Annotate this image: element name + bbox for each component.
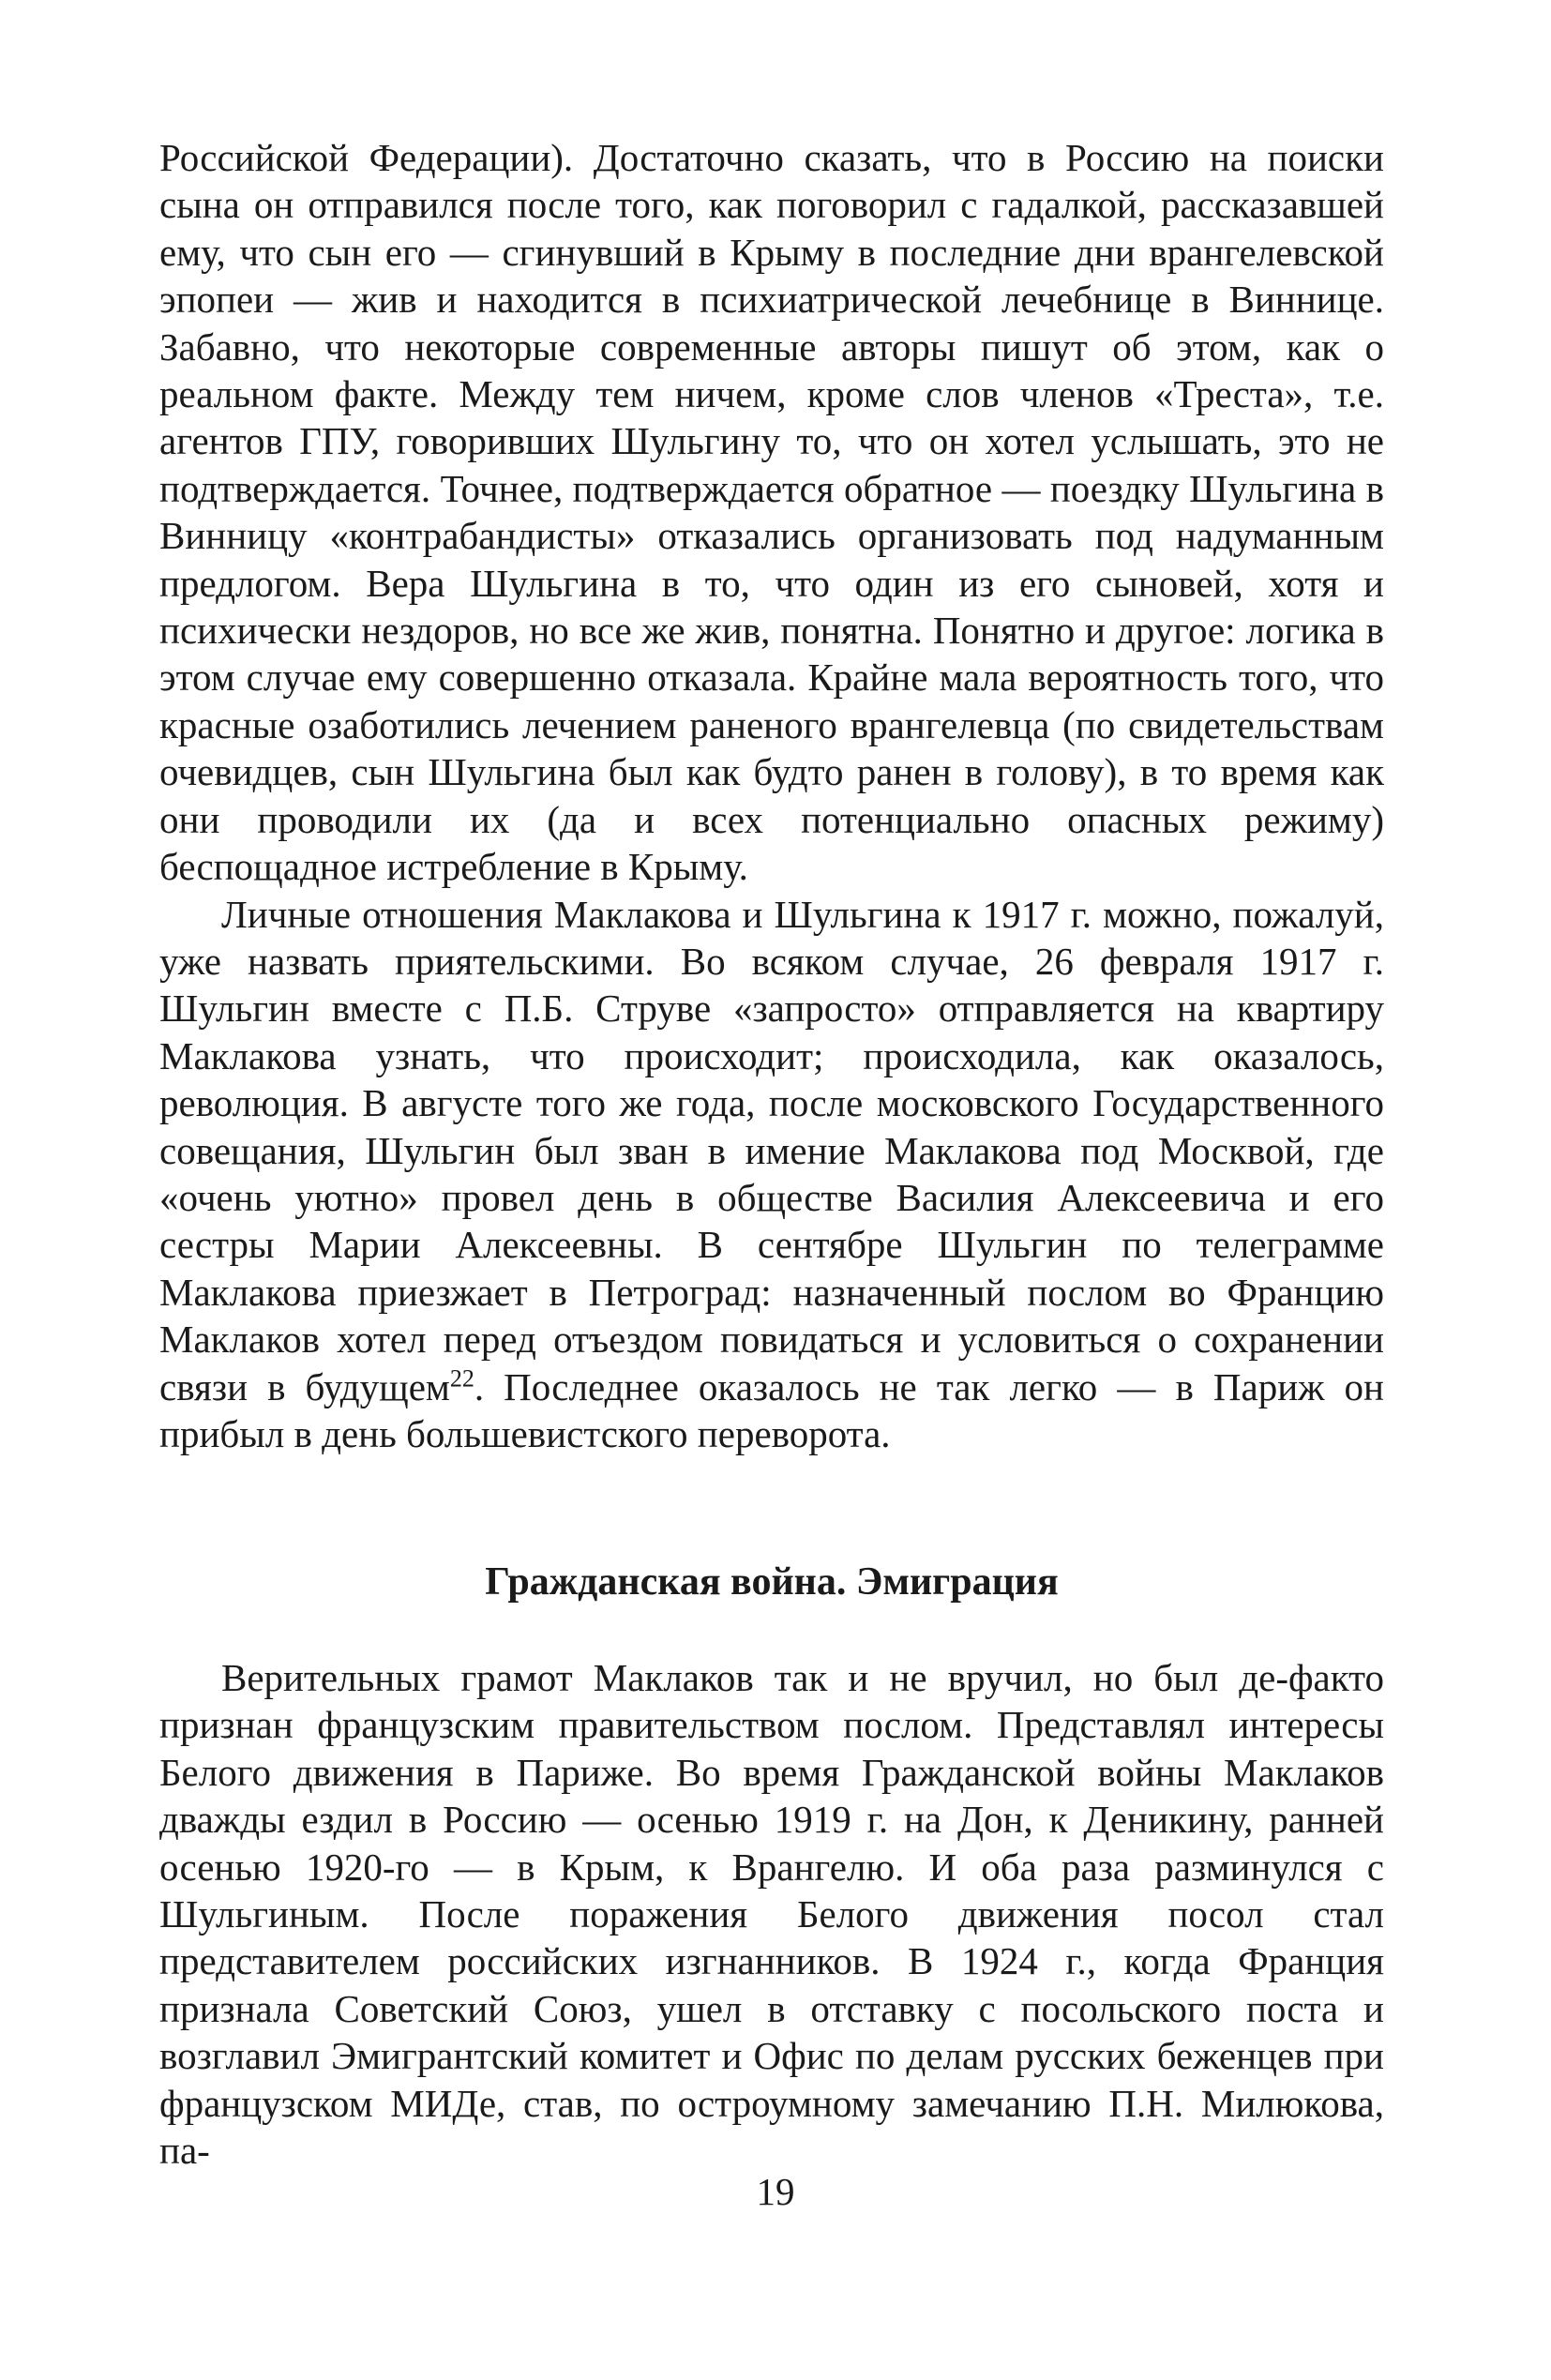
footnote-reference[interactable]: 22 xyxy=(449,1363,474,1392)
section-heading: Гражданская война. Эмиграция xyxy=(485,1560,1059,1604)
paragraph-text: Личные отношения Маклакова и Шульгина к 1917 г. можно, пожалуй, уже назвать приятельскими. Во всяком случае, 26 февраля 1917 г. Шульгин вместе с П.Б. Струве «запросто» отправляется на квартиру Маклакова узнать, что происходит; происходила, как оказалось, революция. В августе того же года, после московского Государственного совещания, Шульгин был зван в имение Маклакова под Москвой, где «очень уютно» провел день в обществе Василия Алексеевича и его сестры Марии Алексеевны. В сентябре Шульгин по телеграмме Маклакова приезжает в Петроград: назначенный послом во Францию Маклаков хотел перед отъездом повидаться и условиться о сохранении связи в будущем xyxy=(159,892,1384,1408)
paragraph-continuation: Российской Федерации). Достаточно сказать, что в Россию на поиски сына он отправился после того, как поговорил с гадалкой, рассказавшей ему, что сын его — сгинувший в Крыму в последние дни врангелевской эпопеи — жив и находится в психиатрической лечебнице в Виннице. Забавно, что некоторые современные авторы пишут об этом, как о реальном факте. Между тем ничем, кроме слов членов «Треста», т.е. агентов ГПУ, говоривших Шульгину то, что он хотел услышать, это не подтверждается. Точнее, подтверждается обратное — поездку Шульгина в Винницу «контрабандисты» отказались организовать под надуманным предлогом. Вера Шульгина в то, что один из его сыновей, хотя и психически нездоров, но все же жив, понятна. Понятно и другое: логика в этом случае ему совершенно отказала. Крайне мала вероятность того, что красные озаботились лечением раненого врангелевца (по свидетельствам очевидцев, сын Шульгина был как будто ранен в голову), в то время как они проводили их (да и всех потенциально опасных режиму) беспощадное истребление в Крыму. xyxy=(159,136,1384,889)
page-number: 19 xyxy=(756,2170,795,2213)
paragraph-text: . Последнее оказалось не так легко — в Париж он прибыл в день большевистского переворота. xyxy=(159,1364,1384,1455)
body-text-top xyxy=(159,134,1384,1457)
body-text-bottom xyxy=(159,1654,1384,2174)
paragraph-personal-relations xyxy=(159,891,1384,1458)
paragraph-civil-war: Верительных грамот Маклаков так и не вручил, но был де-факто признан французским правительством послом. Представлял интересы Белого движения в Париже. Во время Гражданской войны Маклаков дважды ездил в Россию — осенью 1919 г. на Дон, к Деникину, ранней осенью 1920-го — в Крым, к Врангелю. И оба раза разминулся с Шульгиным. После поражения Белого движения посол стал представителем российских изгнанников. В 1924 г., когда Франция признала Советский Союз, ушел в отставку с посольского поста и возглавил Эмигрантский комитет и Офис по делам русских беженцев при французском МИДе, став, по остроумному замечанию П.Н. Милюкова, па- xyxy=(159,1656,1384,2173)
